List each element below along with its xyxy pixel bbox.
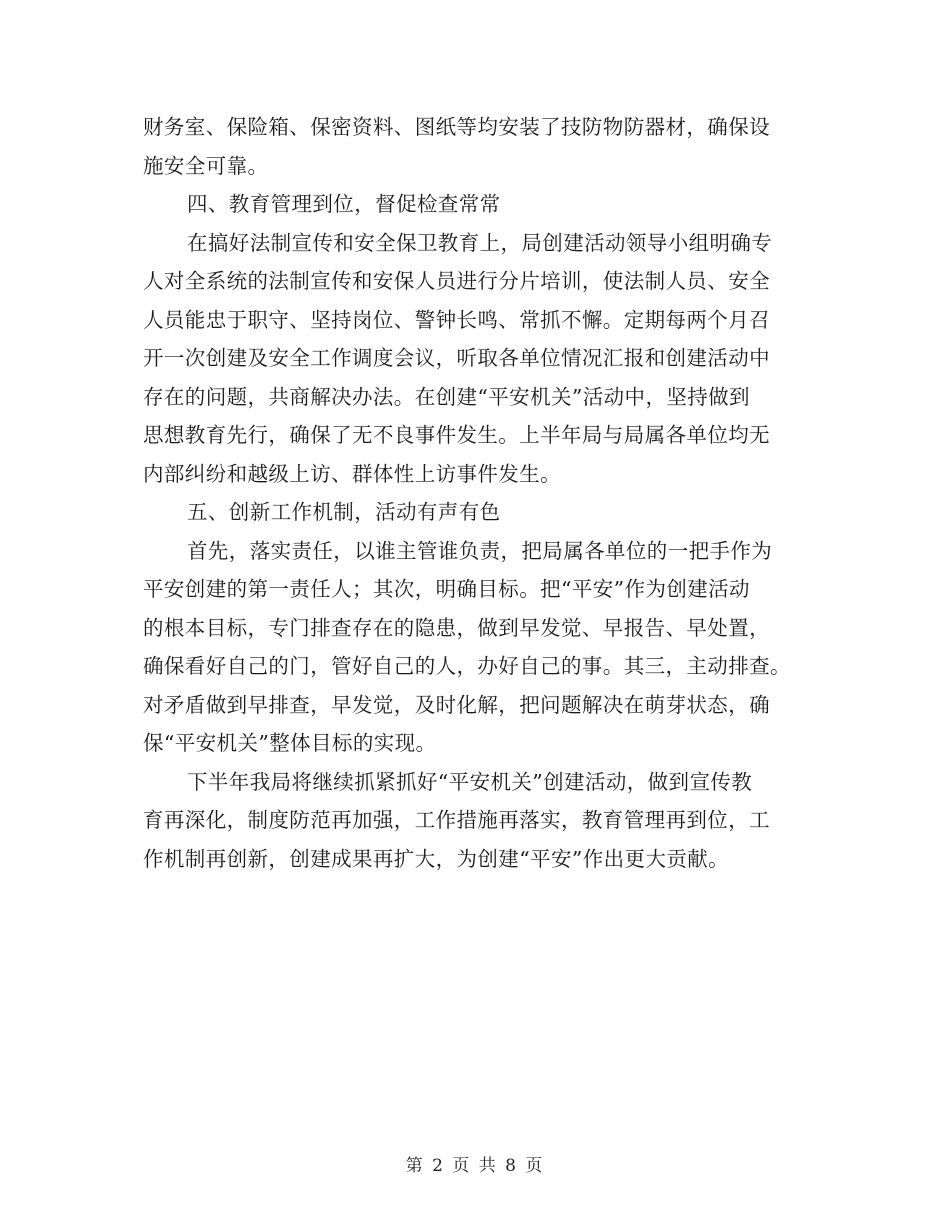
text-line: 施安全可靠。 (143, 153, 269, 178)
text-line: 在搞好法制宣传和安全保卫教育上，局创建活动领导小组明确专 (187, 230, 773, 255)
text-line: 保“平安机关”整体目标的实现。 (143, 731, 437, 755)
text-line: 平安创建的第一责任人；其次，明确目标。把“平安”作为创建活动 (143, 577, 750, 601)
text-line: 下半年我局将继续抓紧抓好“平安机关”创建活动，做到宣传教 (187, 769, 753, 794)
text-line: 思想教育先行，确保了无不良事件发生。上半年局与局属各单位均无 (143, 423, 770, 447)
text-line: 内部纠纷和越级上访、群体性上访事件发生。 (143, 461, 561, 486)
text-line: 的根本目标，专门排查存在的隐患，做到早发觉、早报告、早处置， (143, 615, 770, 640)
text-line: 首先，落实责任，以谁主管谁负责，把局属各单位的一把手作为 (187, 538, 773, 563)
text-line: 四、教育管理到位，督促检查常常 (187, 192, 501, 216)
text-line: 作机制再创新，创建成果再扩大，为创建“平安”作出更大贡献。 (143, 846, 730, 871)
document-body (143, 108, 811, 878)
text-line: 育再深化，制度防范再加强，工作措施再落实，教育管理再到位，工 (143, 808, 770, 832)
text-line: 人员能忠于职守、坚持岗位、警钟长鸣、常抓不懈。定期每两个月召 (143, 307, 770, 332)
text-line: 开一次创建及安全工作调度会议，听取各单位情况汇报和创建活动中 (143, 346, 770, 370)
text-line: 存在的问题，共商解决办法。在创建“平安机关”活动中，坚持做到 (143, 384, 750, 409)
text-line: 五、创新工作机制，活动有声有色 (187, 500, 501, 524)
text-line: 财务室、保险箱、保密资料、图纸等均安装了技防物防器材，确保设 (143, 115, 770, 139)
text-line: 对矛盾做到早排查，早发觉，及时化解，把问题解决在萌芽状态，确 (143, 692, 770, 717)
text-line: 人对全系统的法制宣传和安保人员进行分片培训，使法制人员、安全 (143, 269, 770, 293)
text-line: 确保看好自己的门，管好自己的人，办好自己的事。其三，主动排查。 (143, 654, 791, 678)
page-footer: 第 2 页 共 8 页 (405, 1156, 545, 1176)
